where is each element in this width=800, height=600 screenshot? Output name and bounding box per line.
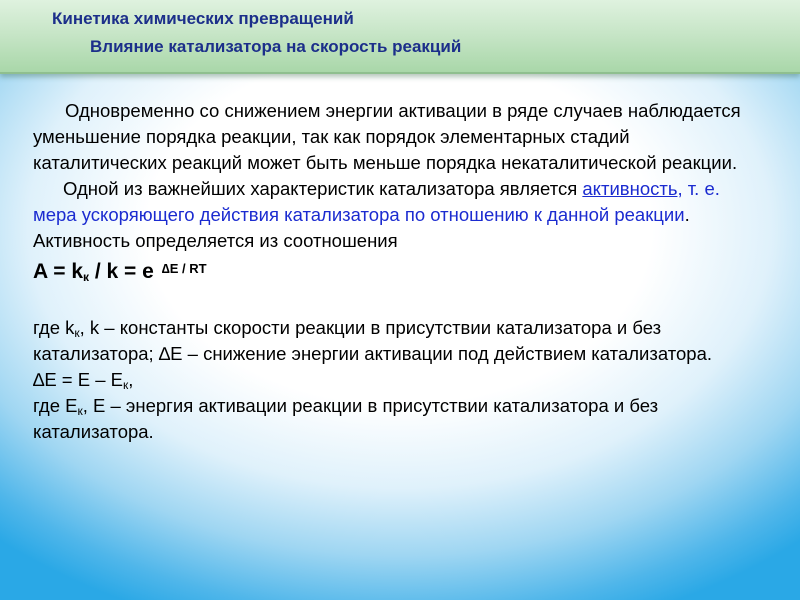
header-bar (0, 0, 800, 74)
spacer (33, 287, 768, 315)
formula-exponent: ∆E / RT (161, 261, 207, 276)
slide-subtitle: Влияние катализатора на скорость реакций (90, 37, 462, 56)
formula-main: A = k (33, 260, 83, 283)
explanation2-subscript: к (123, 378, 129, 392)
explanation-delta-e (33, 367, 768, 393)
activity-term-link[interactable]: активность (582, 178, 678, 199)
formula-main-subscript: к (83, 270, 90, 284)
explanation3-part1: где E (33, 395, 78, 416)
explanation2-part1: ∆E = E – E (33, 369, 123, 390)
explanation-rate-constants (33, 315, 768, 367)
explanation-activation-energies (33, 393, 768, 445)
slide-content (33, 98, 768, 445)
formula-rest: / k = e (89, 260, 154, 283)
paragraph-order-reduction: Одновременно со снижением энергии активации в ряде случаев наблюдается уменьшение порядка реакции, так как порядок элементарных стадий каталитических реакций может быть меньше порядка некаталитической реакции. (33, 100, 741, 173)
activity-intro: Одной из важнейших характеристик катализатора является (63, 178, 578, 199)
explanation1-subscript: к (74, 326, 80, 340)
explanation2-part2: , (128, 369, 134, 390)
activity-formula (33, 254, 768, 287)
explanation1-part1: где k (33, 317, 75, 338)
explanation1-part2: , k – константы скорости реакции в присутствии катализатора и без катализатора; ∆E – снижение энергии активации под действием катализатора. (33, 317, 712, 364)
explanation3-subscript: к (77, 404, 83, 418)
slide-title: Кинетика химических превращений (52, 9, 354, 28)
activity-outro: . Активность определяется из соотношения (33, 204, 690, 251)
explanation3-part2: , E – энергия активации реакции в присутствии катализатора и без катализатора. (33, 395, 659, 442)
paragraph-activity (33, 176, 768, 254)
activity-definition: , т. е. мера ускоряющего действия катализатора по отношению к данной реакции (33, 178, 720, 225)
